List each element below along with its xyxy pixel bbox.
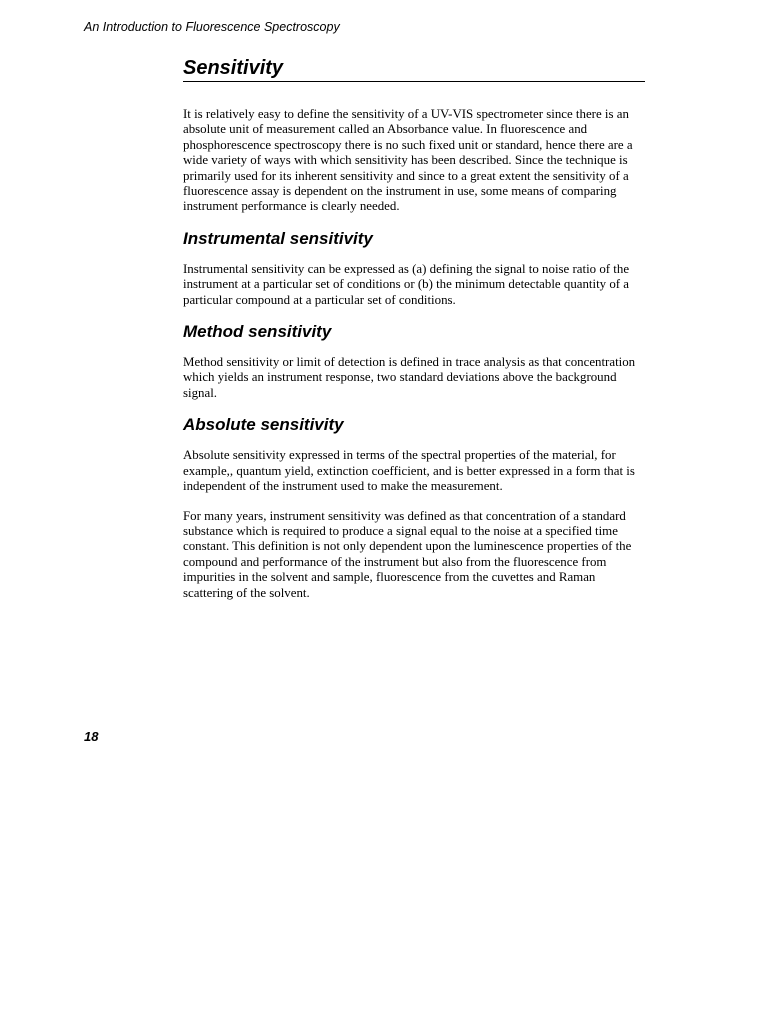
page-number: 18 <box>84 729 99 744</box>
absolute-sensitivity-heading: Absolute sensitivity <box>183 415 344 435</box>
absolute-sensitivity-paragraph: Absolute sensitivity expressed in terms of the spectral properties of the material, for example,, quantum yield, extinction coefficient, and is better expressed in a form that is independent of the instrument used to make the measurement. <box>183 448 635 494</box>
method-sensitivity-heading: Method sensitivity <box>183 322 332 342</box>
page-content <box>183 56 645 615</box>
method-sensitivity-paragraph: Method sensitivity or limit of detection is defined in trace analysis as that concentration which yields an instrument response, two standard deviations above the background signal. <box>183 355 636 400</box>
instrumental-sensitivity-heading: Instrumental sensitivity <box>183 228 373 248</box>
instrumental-sensitivity-paragraph: Instrumental sensitivity can be expressed as (a) defining the signal to noise ratio of the instrument at a particular set of conditions or (b) the minimum detectable quantity of a particular compound at a particular set of conditions. <box>183 261 630 307</box>
running-header-title: An Introduction to Fluorescence Spectroscopy <box>84 20 340 34</box>
instrument-sensitivity-history-paragraph: For many years, instrument sensitivity was defined as that concentration of a standard substance which is required to produce a signal equal to the noise at a specified time constant. This definition is not only dependent upon the luminescence properties of the compound and performance of the instrument but also from the fluorescence from impurities in the solvent and sample, fluorescence from the cuvettes and Raman scattering of the solvent. <box>183 508 632 600</box>
intro-paragraph: It is relatively easy to define the sensitivity of a UV-VIS spectrometer since there is an absolute unit of measurement called an Absorbance value. In fluorescence and phosphorescence spectroscopy there is no such fixed unit or standard, hence there are a wide variety of ways with which sensitivity has been described. Since the technique is primarily used for its inherent sensitivity and since to a great extent the sensitivity of a fluorescence assay is dependent on the instrument in use, some means of comparing instrument performance is clearly needed. <box>183 107 633 214</box>
section-title: Sensitivity <box>183 56 645 82</box>
